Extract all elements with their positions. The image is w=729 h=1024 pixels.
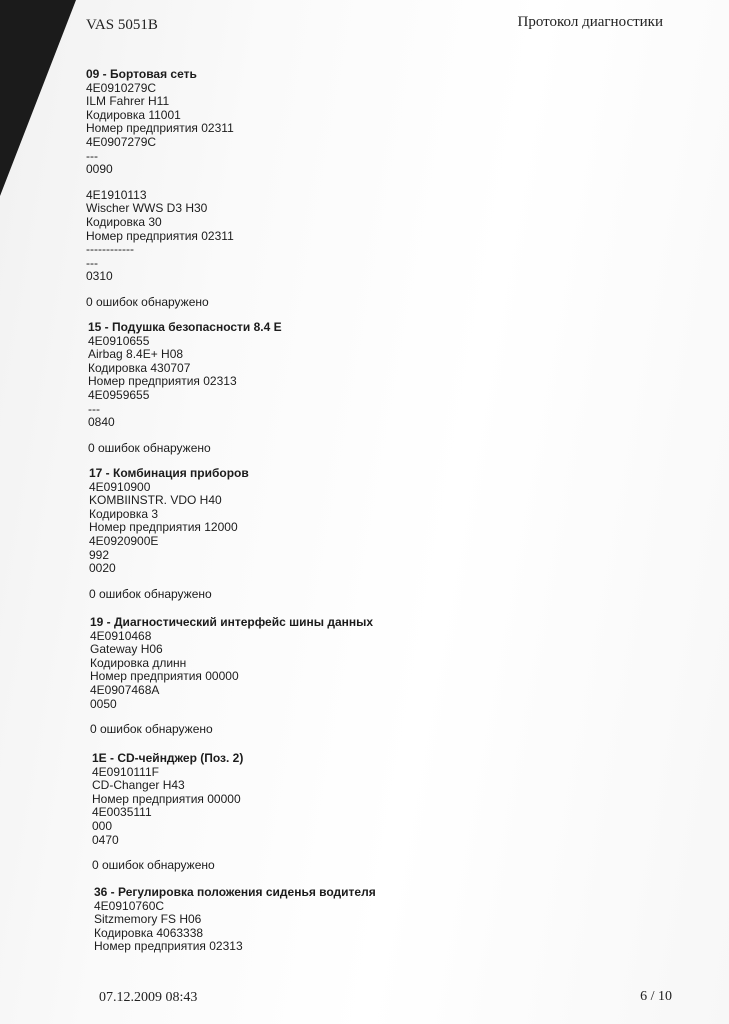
list-item: 0090	[86, 162, 113, 177]
list-item: ------------	[86, 242, 134, 257]
list-item: Кодировка 4063338	[94, 925, 204, 940]
list-item: 4E0907279C	[86, 134, 157, 149]
list-item: Номер предприятия 02313	[88, 374, 237, 389]
list-item: KOMBIINSTR. VDO H40	[89, 493, 222, 508]
section-19	[90, 616, 373, 737]
list-item: 0050	[90, 696, 117, 711]
section-09	[86, 68, 234, 310]
list-item: 4E0035111	[92, 805, 152, 820]
list-item: 4E0910655	[88, 333, 150, 348]
section-title: 17 - Комбинация приборов	[89, 466, 249, 480]
list-item: 4E0910279C	[86, 80, 157, 95]
error-summary: 0 ошибок обнаружено	[86, 294, 209, 309]
list-item: 4E0959655	[88, 387, 150, 402]
section-1e	[92, 752, 243, 873]
list-item: Sitzmemory FS H06	[94, 912, 202, 927]
error-summary: 0 ошибок обнаружено	[92, 858, 215, 873]
section-title: 19 - Диагностический интерфейс шины данных	[90, 615, 374, 629]
section-17	[89, 467, 249, 601]
error-summary: 0 ошибок обнаружено	[90, 722, 213, 737]
list-item: 4E0910468	[90, 628, 152, 643]
error-summary: 0 ошибок обнаружено	[88, 440, 211, 455]
list-item: 0020	[89, 561, 116, 576]
header-device: VAS 5051B	[86, 17, 158, 33]
footer-datetime: 07.12.2009 08:43	[99, 990, 198, 1005]
section-15	[88, 321, 282, 455]
list-item: 0470	[92, 832, 119, 847]
list-item: Gateway H06	[90, 642, 163, 657]
list-item: 0840	[88, 415, 115, 430]
section-title: 15 - Подушка безопасности 8.4 E	[88, 320, 282, 334]
list-item: 4E0920900E	[89, 533, 159, 548]
list-item: Airbag 8.4E+ H08	[88, 347, 184, 362]
list-item: ILM Fahrer H11	[86, 94, 170, 109]
list-item: 992	[89, 547, 110, 562]
list-item: CD-Changer H43	[92, 778, 185, 793]
list-item: ---	[86, 148, 98, 163]
list-item: ---	[86, 255, 98, 270]
list-item: 4E0910900	[89, 479, 151, 494]
header-doc-title: Протокол диагностики	[517, 14, 663, 30]
list-item: ---	[88, 401, 100, 416]
list-item: Номер предприятия 12000	[89, 520, 238, 535]
list-item: Номер предприятия 02313	[94, 939, 243, 954]
list-item: Кодировка 430707	[88, 360, 191, 375]
list-item: Номер предприятия 02311	[86, 228, 234, 243]
list-item: 0310	[86, 269, 113, 284]
list-item: 000	[92, 818, 113, 833]
section-title: 36 - Регулировка положения сиденья водителя	[94, 885, 376, 899]
list-item: Номер предприятия 00000	[92, 791, 241, 806]
list-item: Кодировка 30	[86, 214, 162, 229]
list-item: Номер предприятия 02311	[86, 121, 234, 136]
list-item: Кодировка длинн	[90, 655, 187, 670]
section-title: 1E - CD-чейнджер (Поз. 2)	[92, 751, 244, 765]
section-title: 09 - Бортовая сеть	[86, 67, 197, 81]
list-item: 4E0910760C	[94, 898, 165, 913]
list-item: Номер предприятия 00000	[90, 669, 239, 684]
list-item: 4E0907468A	[90, 682, 160, 697]
list-item: 4E0910111F	[92, 764, 159, 779]
error-summary: 0 ошибок обнаружено	[89, 586, 212, 601]
list-item: Кодировка 11001	[86, 107, 181, 122]
list-item: Кодировка 3	[89, 506, 159, 521]
footer-page-number: 6 / 10	[640, 989, 672, 1004]
list-item: 4E1910113	[86, 187, 147, 202]
section-36	[94, 886, 376, 954]
list-item: Wischer WWS D3 H30	[86, 201, 208, 216]
